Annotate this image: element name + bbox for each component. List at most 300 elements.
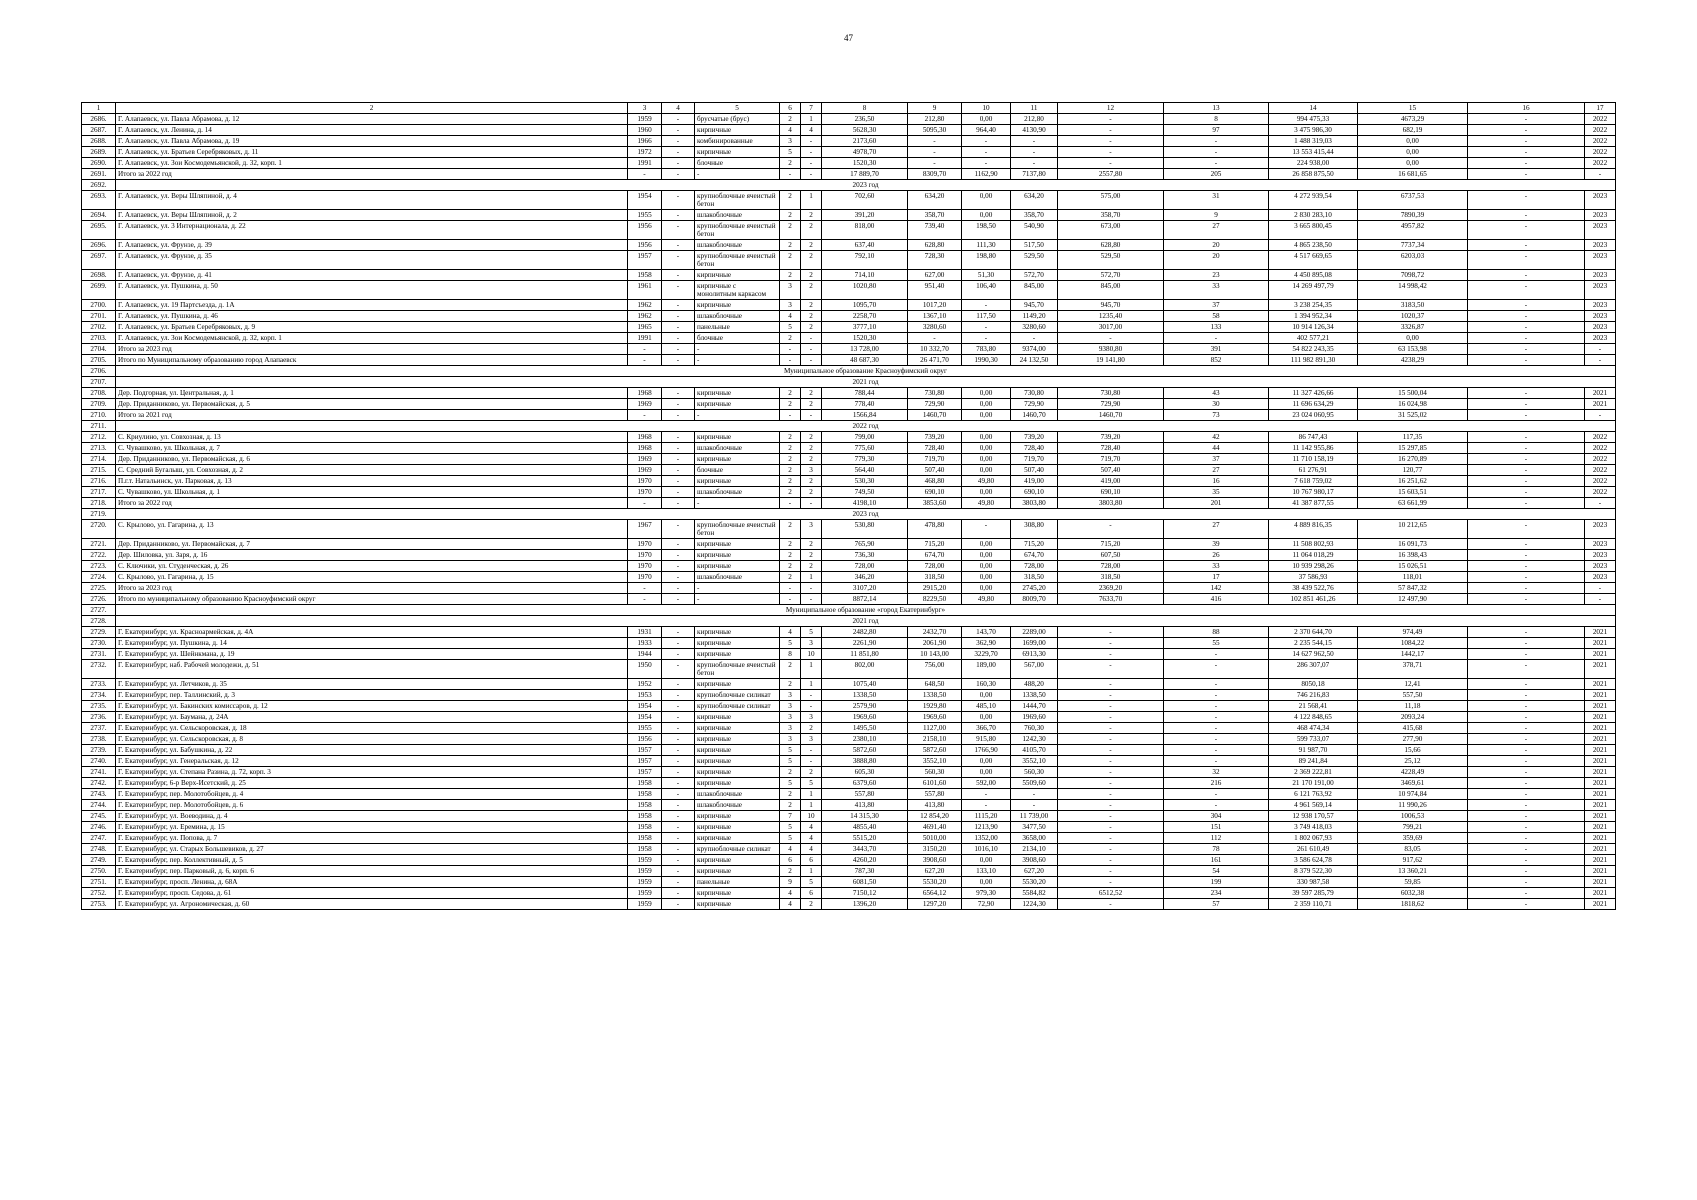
table-cell: крупноблочные ячеистый бетон [695, 221, 780, 240]
address-cell: Г. Екатеринбург, ул. Бабушкина, д. 22 [116, 745, 628, 756]
table-cell: 3552,10 [908, 756, 962, 767]
table-row [82, 443, 1616, 454]
table-cell: 3 [780, 712, 801, 723]
table-cell: 5872,60 [822, 745, 908, 756]
table-cell: 728,40 [1011, 443, 1058, 454]
table-cell: 0,00 [962, 210, 1011, 221]
table-cell: 2023 [1585, 251, 1616, 270]
table-cell: 4 [780, 627, 801, 638]
table-cell: - [1468, 410, 1585, 421]
row-number: 2700. [82, 300, 116, 311]
table-cell: - [801, 583, 822, 594]
table-cell: кирпичные [695, 822, 780, 833]
table-cell: - [662, 322, 695, 333]
table-cell: - [1585, 344, 1616, 355]
section-row [82, 605, 1616, 616]
table-cell: 318,50 [908, 572, 962, 583]
table-cell: - [1468, 561, 1585, 572]
table-cell: - [1468, 866, 1585, 877]
table-cell: 4 517 669,65 [1269, 251, 1358, 270]
table-cell: 1213,90 [962, 822, 1011, 833]
address-cell: С. Чувашково, ул. Школьная, д. 7 [116, 443, 628, 454]
table-cell: 2 [780, 550, 801, 561]
table-cell: - [1058, 899, 1164, 910]
table-cell: 1966 [628, 136, 662, 147]
table-cell: 728,00 [822, 561, 908, 572]
table-cell: 1017,20 [908, 300, 962, 311]
table-cell: 1959 [628, 899, 662, 910]
table-cell: 1958 [628, 833, 662, 844]
table-cell: - [1164, 660, 1269, 679]
table-cell: - [1468, 756, 1585, 767]
table-cell: - [662, 311, 695, 322]
table-cell: - [662, 221, 695, 240]
section-row [82, 509, 1616, 520]
table-cell: 1 [801, 800, 822, 811]
row-number: 2745. [82, 811, 116, 822]
table-cell: 2 [780, 251, 801, 270]
table-cell: 0,00 [1358, 136, 1468, 147]
table-cell: - [1468, 432, 1585, 443]
table-cell: 4 961 569,14 [1269, 800, 1358, 811]
table-cell: 0,00 [962, 539, 1011, 550]
table-cell: 1958 [628, 778, 662, 789]
table-cell: - [1468, 800, 1585, 811]
row-number: 2698. [82, 270, 116, 281]
table-cell: 20 [1164, 240, 1269, 251]
table-cell: - [801, 690, 822, 701]
table-cell: - [1585, 169, 1616, 180]
column-header-14: 14 [1269, 103, 1358, 114]
table-cell: 756,00 [908, 660, 962, 679]
table-cell: 2021 [1585, 399, 1616, 410]
address-cell: Г. Алапаевск, ул. Фрунзе, д. 41 [116, 270, 628, 281]
table-cell: 2021 [1585, 855, 1616, 866]
row-number: 2706. [82, 366, 116, 377]
table-cell: 2021 [1585, 811, 1616, 822]
address-cell: Г. Екатеринбург, пер. Молотобойцев, д. 4 [116, 789, 628, 800]
table-cell: 2023 [1585, 333, 1616, 344]
table-cell: шлакоблочные [695, 311, 780, 322]
table-cell: 17 889,70 [822, 169, 908, 180]
table-cell: 2 [780, 443, 801, 454]
table-cell: 1955 [628, 210, 662, 221]
housing-register-table [81, 102, 1616, 910]
table-cell: - [1058, 800, 1164, 811]
table-cell: - [1164, 136, 1269, 147]
table-cell: 38 439 522,76 [1269, 583, 1358, 594]
table-cell: 4 [801, 833, 822, 844]
table-cell: - [1058, 114, 1164, 125]
table-cell: 1969,60 [1011, 712, 1058, 723]
table-cell: - [695, 169, 780, 180]
table-cell: 5010,00 [908, 833, 962, 844]
table-cell: 673,00 [1058, 221, 1164, 240]
table-cell: 11 696 634,29 [1269, 399, 1358, 410]
table-cell: 7633,70 [1058, 594, 1164, 605]
table-cell: блочные [695, 465, 780, 476]
table-cell: шлакоблочные [695, 487, 780, 498]
table-cell: 628,80 [1058, 240, 1164, 251]
table-cell: - [1468, 877, 1585, 888]
table-cell: 2023 [1585, 221, 1616, 240]
table-cell: - [695, 594, 780, 605]
table-cell: 648,50 [908, 679, 962, 690]
table-cell: 2 [801, 767, 822, 778]
table-cell: 792,10 [822, 251, 908, 270]
table-row [82, 866, 1616, 877]
table-cell: 48 687,30 [822, 355, 908, 366]
table-cell: 730,80 [908, 388, 962, 399]
table-cell: 2021 [1585, 723, 1616, 734]
table-cell: - [628, 344, 662, 355]
section-heading: 2021 год [116, 616, 1616, 627]
table-cell: кирпичные [695, 539, 780, 550]
table-cell: 4 122 848,65 [1269, 712, 1358, 723]
table-row [82, 767, 1616, 778]
table-cell: 2 [780, 866, 801, 877]
table-cell: - [1058, 690, 1164, 701]
address-cell: Г. Алапаевск, ул. Братьев Серебряковых, д. 9 [116, 322, 628, 333]
table-cell: 1444,70 [1011, 701, 1058, 712]
table-cell: крупноблочные силикат [695, 701, 780, 712]
table-cell: 1957 [628, 767, 662, 778]
table-cell: 3469,61 [1358, 778, 1468, 789]
table-cell: - [962, 136, 1011, 147]
table-cell: 2 369 222,81 [1269, 767, 1358, 778]
table-cell: 845,00 [1011, 281, 1058, 300]
table-cell: - [1468, 465, 1585, 476]
row-number: 2728. [82, 616, 116, 627]
table-cell: 728,40 [908, 443, 962, 454]
table-cell: кирпичные [695, 147, 780, 158]
table-cell: - [1058, 701, 1164, 712]
table-cell: 719,70 [908, 454, 962, 465]
table-cell: 4691,40 [908, 822, 962, 833]
address-cell: Г. Екатеринбург, ул. Еремина, д. 15 [116, 822, 628, 833]
table-cell: - [662, 888, 695, 899]
table-row [82, 210, 1616, 221]
table-cell: 7 618 759,02 [1269, 476, 1358, 487]
address-cell: Итого за 2022 год [116, 498, 628, 509]
table-cell: 7137,80 [1011, 169, 1058, 180]
table-cell: 4 865 238,50 [1269, 240, 1358, 251]
table-cell: 10 939 298,26 [1269, 561, 1358, 572]
table-cell: 2579,90 [822, 701, 908, 712]
table-cell: 1 [801, 866, 822, 877]
table-cell: 2 [801, 221, 822, 240]
table-cell: 715,20 [1058, 539, 1164, 550]
table-row [82, 811, 1616, 822]
table-cell: 3 [801, 520, 822, 539]
table-cell: - [1164, 701, 1269, 712]
table-cell: 1460,70 [1058, 410, 1164, 421]
table-cell: - [1468, 333, 1585, 344]
table-cell: 4198,10 [822, 498, 908, 509]
table-cell: - [662, 539, 695, 550]
table-cell: кирпичные [695, 855, 780, 866]
table-cell: 1495,50 [822, 723, 908, 734]
table-cell: комбинированные [695, 136, 780, 147]
table-cell: - [1468, 210, 1585, 221]
table-row [82, 388, 1616, 399]
table-cell: 2 [801, 487, 822, 498]
table-cell: 37 586,93 [1269, 572, 1358, 583]
table-cell: 1950 [628, 660, 662, 679]
table-cell: - [1058, 811, 1164, 822]
table-cell: 112 [1164, 833, 1269, 844]
table-cell: 15,66 [1358, 745, 1468, 756]
table-cell: 2289,00 [1011, 627, 1058, 638]
table-row [82, 487, 1616, 498]
table-cell: 994 475,33 [1269, 114, 1358, 125]
table-cell: 778,40 [822, 399, 908, 410]
table-cell: 15 297,85 [1358, 443, 1468, 454]
table-cell: - [662, 594, 695, 605]
table-cell: 0,00 [962, 690, 1011, 701]
table-cell: 10 914 126,34 [1269, 322, 1358, 333]
table-cell: 318,50 [1011, 572, 1058, 583]
table-row [82, 745, 1616, 756]
table-cell: 1956 [628, 221, 662, 240]
table-cell: 5 [780, 778, 801, 789]
table-cell: - [1058, 649, 1164, 660]
table-cell: 2021 [1585, 800, 1616, 811]
table-cell: кирпичные [695, 300, 780, 311]
table-cell: 10 974,84 [1358, 789, 1468, 800]
table-cell: - [1164, 723, 1269, 734]
table-cell: 16 [1164, 476, 1269, 487]
table-cell: 5 [801, 627, 822, 638]
table-cell: 787,30 [822, 866, 908, 877]
table-cell: - [662, 454, 695, 465]
table-cell: 739,20 [1058, 432, 1164, 443]
table-cell: 6379,60 [822, 778, 908, 789]
table-cell: 5515,20 [822, 833, 908, 844]
table-cell: - [1468, 498, 1585, 509]
table-cell: 49,80 [962, 498, 1011, 509]
table-cell: 10 [801, 649, 822, 660]
table-cell: 2023 [1585, 240, 1616, 251]
table-cell: 261 610,49 [1269, 844, 1358, 855]
table-cell: 16 398,43 [1358, 550, 1468, 561]
table-cell: 3908,60 [908, 855, 962, 866]
table-row [82, 465, 1616, 476]
table-cell: 402 577,21 [1269, 333, 1358, 344]
table-cell: 5584,82 [1011, 888, 1058, 899]
table-cell: - [662, 465, 695, 476]
table-cell: - [662, 649, 695, 660]
table-cell: - [1058, 660, 1164, 679]
row-number: 2741. [82, 767, 116, 778]
table-cell: - [1468, 520, 1585, 539]
table-cell: - [801, 594, 822, 605]
row-number: 2730. [82, 638, 116, 649]
table-cell: 13 728,00 [822, 344, 908, 355]
table-cell: 1959 [628, 866, 662, 877]
table-cell: 117,50 [962, 311, 1011, 322]
table-cell: 1958 [628, 789, 662, 800]
table-cell: 2 [780, 487, 801, 498]
table-cell: 11 508 802,93 [1269, 539, 1358, 550]
table-cell: 478,80 [908, 520, 962, 539]
table-cell: 1 [801, 114, 822, 125]
table-cell: - [1058, 723, 1164, 734]
row-number: 2705. [82, 355, 116, 366]
table-row [82, 432, 1616, 443]
table-cell: 1338,50 [1011, 690, 1058, 701]
table-cell: 378,71 [1358, 660, 1468, 679]
table-cell: - [1011, 136, 1058, 147]
table-cell: - [662, 767, 695, 778]
table-cell: 1127,00 [908, 723, 962, 734]
table-cell: 2022 [1585, 136, 1616, 147]
table-cell: - [1468, 114, 1585, 125]
table-row [82, 240, 1616, 251]
table-cell: 2 [780, 114, 801, 125]
table-cell: - [1164, 745, 1269, 756]
table-cell: 2 [801, 270, 822, 281]
table-cell: 2021 [1585, 627, 1616, 638]
table-cell: 8 [1164, 114, 1269, 125]
table-row [82, 454, 1616, 465]
table-cell: 2 [780, 476, 801, 487]
table-cell: 637,40 [822, 240, 908, 251]
table-cell: 2 [780, 270, 801, 281]
table-cell: 5509,60 [1011, 778, 1058, 789]
table-cell: - [662, 745, 695, 756]
column-header-4: 4 [662, 103, 695, 114]
table-cell: 802,00 [822, 660, 908, 679]
table-cell: 199 [1164, 877, 1269, 888]
column-header-6: 6 [780, 103, 801, 114]
section-row [82, 180, 1616, 191]
table-cell: 1242,30 [1011, 734, 1058, 745]
table-cell: 0,00 [962, 388, 1011, 399]
table-cell: 5530,20 [1011, 877, 1058, 888]
table-cell: 3017,00 [1058, 322, 1164, 333]
table-cell: - [1468, 388, 1585, 399]
table-cell: - [1011, 800, 1058, 811]
table-cell: 0,00 [962, 877, 1011, 888]
table-cell: 1929,80 [908, 701, 962, 712]
table-row [82, 822, 1616, 833]
row-number: 2709. [82, 399, 116, 410]
table-cell: - [662, 855, 695, 866]
table-cell: 35 [1164, 487, 1269, 498]
table-cell: 1020,80 [822, 281, 908, 300]
table-cell: - [628, 498, 662, 509]
table-cell: кирпичные [695, 723, 780, 734]
table-cell: 415,68 [1358, 723, 1468, 734]
table-cell: 1224,30 [1011, 899, 1058, 910]
table-cell: 277,90 [1358, 734, 1468, 745]
table-row [82, 833, 1616, 844]
table-cell: 730,80 [1011, 388, 1058, 399]
table-cell: - [662, 300, 695, 311]
table-cell: 6737,53 [1358, 191, 1468, 210]
table-row [82, 114, 1616, 125]
table-cell: 11 990,26 [1358, 800, 1468, 811]
table-cell: 8009,70 [1011, 594, 1058, 605]
table-cell: - [662, 877, 695, 888]
table-cell: 1969 [628, 399, 662, 410]
table-cell: - [662, 210, 695, 221]
row-number: 2697. [82, 251, 116, 270]
row-number: 2743. [82, 789, 116, 800]
table-cell: 2 [780, 333, 801, 344]
table-cell: 2 [801, 539, 822, 550]
section-heading: 2023 год [116, 180, 1616, 191]
table-cell: - [780, 355, 801, 366]
table-cell: 2 [801, 723, 822, 734]
row-number: 2699. [82, 281, 116, 300]
table-cell: 0,00 [962, 712, 1011, 723]
table-cell: 1944 [628, 649, 662, 660]
table-cell: 1961 [628, 281, 662, 300]
row-number: 2739. [82, 745, 116, 756]
table-cell: 118,01 [1358, 572, 1468, 583]
table-row [82, 789, 1616, 800]
address-cell: Г. Алапаевск, ул. 3 Интернационала, д. 22 [116, 221, 628, 240]
table-cell: 2023 [1585, 311, 1616, 322]
table-cell: - [1058, 136, 1164, 147]
row-number: 2751. [82, 877, 116, 888]
table-cell: - [662, 844, 695, 855]
table-row [82, 476, 1616, 487]
table-cell: 1969 [628, 454, 662, 465]
table-cell: - [1058, 833, 1164, 844]
table-cell: 30 [1164, 399, 1269, 410]
address-cell: Г. Алапаевск, ул. Пушкина, д. 50 [116, 281, 628, 300]
table-cell: кирпичные [695, 778, 780, 789]
table-cell: - [908, 158, 962, 169]
section-heading: Муниципальное образование Красноуфимский округ [116, 366, 1616, 377]
table-cell: 2 [780, 660, 801, 679]
table-cell: 1959 [628, 114, 662, 125]
table-cell: - [1468, 712, 1585, 723]
table-cell: 20 [1164, 251, 1269, 270]
table-cell: 212,80 [908, 114, 962, 125]
table-cell: 4 [801, 844, 822, 855]
table-cell: 106,40 [962, 281, 1011, 300]
page-number: 47 [844, 33, 853, 43]
table-cell: - [662, 344, 695, 355]
row-number: 2694. [82, 210, 116, 221]
table-cell: - [1058, 844, 1164, 855]
table-cell: 2 [780, 210, 801, 221]
table-cell: кирпичные [695, 649, 780, 660]
table-cell: 13 360,21 [1358, 866, 1468, 877]
table-cell: 2022 [1585, 454, 1616, 465]
table-cell: 1952 [628, 679, 662, 690]
table-cell: 1970 [628, 539, 662, 550]
table-cell: 1959 [628, 855, 662, 866]
table-cell: 2 [801, 388, 822, 399]
table-cell: 3 [780, 734, 801, 745]
table-cell: 2 [801, 432, 822, 443]
table-cell: 2 [780, 432, 801, 443]
table-cell: 1338,50 [822, 690, 908, 701]
table-cell: - [695, 344, 780, 355]
table-cell: 16 024,98 [1358, 399, 1468, 410]
table-cell: 236,50 [822, 114, 908, 125]
table-cell: 1970 [628, 550, 662, 561]
table-row [82, 158, 1616, 169]
table-cell: - [780, 583, 801, 594]
address-cell: С. Ключики, ул. Студенческая, д. 26 [116, 561, 628, 572]
table-cell: - [908, 333, 962, 344]
